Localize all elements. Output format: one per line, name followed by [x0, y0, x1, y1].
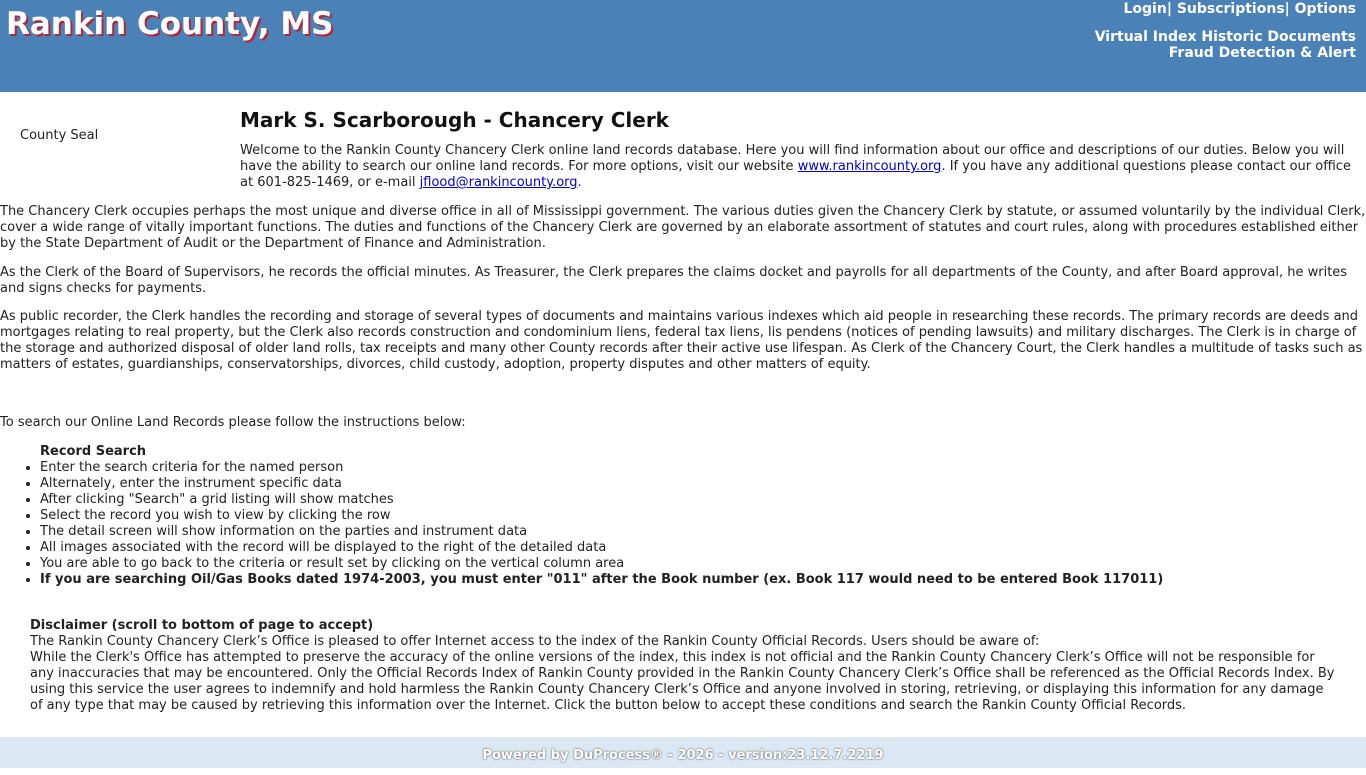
page-title: Mark S. Scarborough - Chancery Clerk	[240, 108, 669, 132]
nav-separator: |	[1284, 1, 1290, 17]
instructions-text: To search our Online Land Records please follow the instructions below:	[0, 415, 466, 430]
list-item: • All images associated with the record will be displayed to the right of the detailed data	[40, 540, 1366, 556]
subscriptions-link[interactable]: Subscriptions	[1176, 1, 1285, 17]
list-item: • Alternately, enter the instrument specific data	[40, 476, 1366, 492]
fraud-alert-link[interactable]: Fraud Detection & Alert	[1168, 45, 1356, 61]
duties-paragraph: The Chancery Clerk occupies perhaps the most unique and diverse office in all of Mississippi government. The various duties given the Chancery Clerk by statute, or assumed voluntarily by the individual Clerk, cover a wide range of vitally important functions. The duties and functions of the Chancery Clerk are governed by an elaborate assortment of statutes and court rules, along with procedures established either by the State Department of Audit or the Department of Finance and Administration.	[0, 204, 1366, 251]
disclaimer-section	[30, 618, 1336, 714]
recorder-paragraph: As public recorder, the Clerk handles the recording and storage of several types of documents and maintains various indexes which aid people in researching these records. The primary records are deeds and mortgages relating to real property, but the Clerk also records construction and condominium liens, federal tax liens, lis pendens (notices of pending lawsuits) and military discharges. The Clerk is in charge of the storage and authorized disposal of older land rolls, tax receipts and many other County records after their active use lifespan. As Clerk of the Chancery Court, the Clerk handles a multitude of tasks such as matters of estates, guardianships, conservatorships, divorces, child custody, adoption, property disputes and other matters of equity.	[0, 309, 1363, 372]
list-item: • Select the record you wish to view by clicking the row	[40, 508, 1366, 524]
list-item: • The detail screen will show information on the parties and instrument data	[40, 524, 1366, 540]
welcome-text-contact: . If you have any additional questions please contact our office at 601-825-1469, or e-mail	[240, 159, 1351, 190]
disclaimer-body: While the Clerk's Office has attempted to preserve the accuracy of the online versions of the index, this index is not official and the Rankin County Chancery Clerk’s Office will not be responsible for any inaccuracies that may be encountered. Only the Official Records Index of Rankin County provided in the Rankin County Chancery Clerk’s Office shall be referenced as the Official Records Index. By using this service the user agrees to indemnify and hold harmless the Rankin County Chancery Clerk’s Office and anyone involved in storing, retrieving, or displaying this information for any damage of any type that may be caused by retrieving this information over the Internet. Click the button below to accept these conditions and search the Rankin County Official Records.	[30, 650, 1335, 713]
county-seal-image	[20, 128, 220, 190]
options-link[interactable]: Options	[1294, 1, 1356, 17]
welcome-text: Welcome to the Rankin County Chancery Clerk online land records database. Here you will find information about our office and descriptions of our duties. Below you will have the ability to search our online land records. For more options, visit our website	[240, 143, 1345, 174]
site-title: Rankin County, MS	[6, 6, 334, 42]
welcome-text-end: .	[577, 175, 582, 190]
oil-gas-note: • If you are searching Oil/Gas Books dated 1974-2003, you must enter "011" after the Book number (ex. Book 117 would need to be entered Book 117011)	[40, 572, 1366, 588]
list-item: • You are able to go back to the criteria or result set by clicking on the vertical column area	[40, 556, 1366, 572]
email-link[interactable]: jflood@rankincounty.org	[419, 175, 578, 190]
top-nav	[1123, 0, 1356, 18]
virtual-index-link[interactable]: Virtual Index Historic Documents	[1094, 29, 1356, 45]
nav-separator: |	[1166, 1, 1172, 17]
list-item: • Enter the search criteria for the named person	[40, 460, 1366, 476]
main-content	[0, 92, 1366, 737]
footer-powered-by: Powered by DuProcess® - 2026 - version:23.12.7.2219	[0, 737, 1366, 768]
record-search-heading: Record Search	[40, 444, 147, 459]
disclaimer-intro: The Rankin County Chancery Clerk’s Office is pleased to offer Internet access to the index of the Rankin County Official Records. Users should be aware of:	[30, 634, 1040, 649]
county-seal-alt-text: County Seal	[20, 128, 99, 143]
disclaimer-title: Disclaimer (scroll to bottom of page to accept)	[30, 618, 374, 633]
login-link[interactable]: Login	[1123, 1, 1167, 17]
board-paragraph: As the Clerk of the Board of Supervisors, he records the official minutes. As Treasurer, the Clerk prepares the claims docket and payrolls for all departments of the County, and after Board approval, he writes and signs checks for payments.	[0, 265, 1348, 296]
website-link[interactable]: www.rankincounty.org	[797, 159, 942, 174]
sub-nav	[1095, 29, 1356, 61]
list-item: • After clicking "Search" a grid listing will show matches	[40, 492, 1366, 508]
header-banner	[0, 0, 1366, 92]
record-search-steps	[0, 460, 1366, 588]
